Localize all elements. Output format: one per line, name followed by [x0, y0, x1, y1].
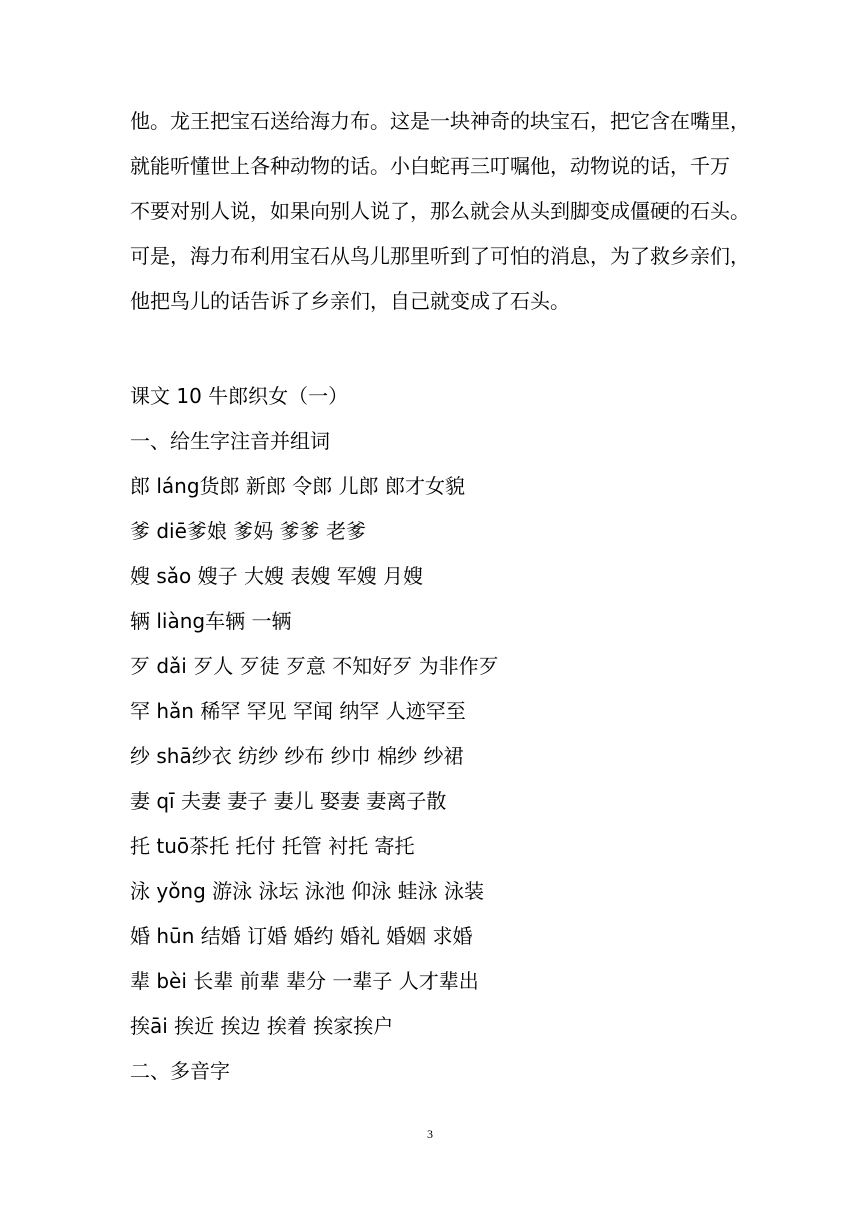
paragraph-line: 就能听懂世上各种动物的话。小白蛇再三叮嘱他，动物说的话，千万: [130, 154, 730, 178]
vocab-line: 罕 hǎn 稀罕 罕见 罕闻 纳罕 人迹罕至: [130, 699, 466, 723]
vocab-line: 婚 hūn 结婚 订婚 婚约 婚礼 婚姻 求婚: [130, 924, 473, 948]
lesson-title: 课文 10 牛郎织女（一）: [130, 384, 349, 408]
section-heading: 二、多音字: [130, 1059, 230, 1083]
vocab-line: 妻 qī 夫妻 妻子 妻儿 娶妻 妻离子散: [130, 789, 447, 813]
vocab-line: 辈 bèi 长辈 前辈 辈分 一辈子 人才辈出: [130, 969, 479, 993]
vocab-line: 郎 láng货郎 新郎 令郎 儿郎 郎才女貌: [130, 474, 465, 498]
vocab-line: 托 tuō茶托 托付 托管 衬托 寄托: [130, 834, 415, 858]
vocab-line: 歹 dǎi 歹人 歹徒 歹意 不知好歹 为非作歹: [130, 654, 499, 678]
page-number: 3: [427, 1127, 433, 1141]
vocab-line: 嫂 sǎo 嫂子 大嫂 表嫂 军嫂 月嫂: [130, 564, 424, 588]
vocab-line: 爹 diē爹娘 爹妈 爹爹 老爹: [130, 519, 366, 543]
vocab-line: 泳 yǒng 游泳 泳坛 泳池 仰泳 蛙泳 泳装: [130, 879, 484, 903]
paragraph-line: 他把鸟儿的话告诉了乡亲们，自己就变成了石头。: [130, 289, 570, 313]
vocab-line: 辆 liàng车辆 一辆: [130, 609, 292, 633]
lesson-block: [130, 374, 730, 1094]
paragraph-line: 可是，海力布利用宝石从鸟儿那里听到了可怕的消息，为了救乡亲们，: [130, 244, 750, 268]
story-paragraph: [130, 99, 750, 324]
vocab-line: 挨āi 挨近 挨边 挨着 挨家挨户: [130, 1014, 394, 1038]
paragraph-line: 不要对别人说，如果向别人说了，那么就会从头到脚变成僵硬的石头。: [130, 199, 750, 223]
vocab-line: 纱 shā纱衣 纺纱 纱布 纱巾 棉纱 纱裙: [130, 744, 464, 768]
paragraph-line: 他。龙王把宝石送给海力布。这是一块神奇的块宝石，把它含在嘴里，: [130, 109, 750, 133]
section-heading: 一、给生字注音并组词: [130, 429, 330, 453]
